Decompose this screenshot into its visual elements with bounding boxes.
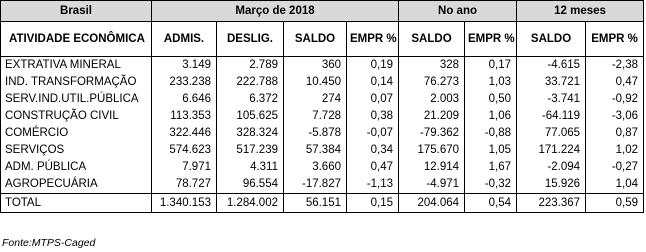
year-empr-cell: 0,50 (465, 91, 517, 108)
m12-empr-cell: -0,27 (586, 159, 644, 176)
month-group-header: Março de 2018 (152, 1, 399, 22)
empr-cell: -1,13 (347, 176, 399, 194)
total-year-saldo-cell: 204.064 (399, 194, 465, 213)
empr-cell: 0,07 (347, 91, 399, 108)
year-saldo-column-header: SALDO (399, 22, 465, 57)
deslig-cell: 2.789 (217, 57, 284, 75)
total-row (1, 194, 644, 213)
m12-empr-cell: -3,06 (586, 108, 644, 125)
saldo-cell: 10.450 (284, 74, 347, 91)
year-empr-cell: 0,17 (465, 57, 517, 75)
year-saldo-cell: 175.670 (399, 142, 465, 159)
group-header-row (1, 1, 644, 22)
admis-cell: 6.646 (152, 91, 217, 108)
table-row (1, 176, 644, 194)
year-empr-column-header: EMPR % (465, 22, 517, 57)
admis-cell: 7.971 (152, 159, 217, 176)
admis-cell: 574.623 (152, 142, 217, 159)
empr-cell: 0,34 (347, 142, 399, 159)
total-year-empr-cell: 0,54 (465, 194, 517, 213)
activity-name: AGROPECUÁRIA (1, 176, 152, 194)
year-group-header: No ano (399, 1, 517, 22)
year-empr-cell: -0,32 (465, 176, 517, 194)
year-saldo-cell: 21.209 (399, 108, 465, 125)
deslig-cell: 4.311 (217, 159, 284, 176)
table-row (1, 125, 644, 142)
empr-cell: -0,07 (347, 125, 399, 142)
total-m12-saldo-cell: 223.367 (517, 194, 586, 213)
year-empr-cell: -0,88 (465, 125, 517, 142)
empr-column-header: EMPR % (347, 22, 399, 57)
m12-empr-cell: -0,92 (586, 91, 644, 108)
table-row (1, 159, 644, 176)
source-note: Fonte:MTPS-Caged (2, 237, 96, 249)
m12-empr-cell: 1,04 (586, 176, 644, 194)
m12-saldo-cell: 171.224 (517, 142, 586, 159)
m12-saldo-cell: 15.926 (517, 176, 586, 194)
admis-cell: 78.727 (152, 176, 217, 194)
empr-cell: 0,47 (347, 159, 399, 176)
activity-name: EXTRATIVA MINERAL (1, 57, 152, 75)
m12-empr-cell: 0,47 (586, 74, 644, 91)
year-saldo-cell: -4.971 (399, 176, 465, 194)
deslig-cell: 6.372 (217, 91, 284, 108)
m12-saldo-column-header: SALDO (517, 22, 586, 57)
table-row (1, 57, 644, 75)
year-empr-cell: 1,03 (465, 74, 517, 91)
table-row (1, 108, 644, 125)
m12-saldo-cell: -64.119 (517, 108, 586, 125)
admis-column-header: ADMIS. (152, 22, 217, 57)
year-saldo-cell: -79.362 (399, 125, 465, 142)
saldo-cell: 3.660 (284, 159, 347, 176)
deslig-cell: 222.788 (217, 74, 284, 91)
year-saldo-cell: 76.273 (399, 74, 465, 91)
table-row (1, 142, 644, 159)
admis-cell: 3.149 (152, 57, 217, 75)
m12-saldo-cell: 33.721 (517, 74, 586, 91)
table-row (1, 91, 644, 108)
activity-name: SERV.IND.UTIL.PÚBLICA (1, 91, 152, 108)
empr-cell: 0,14 (347, 74, 399, 91)
table-row (1, 74, 644, 91)
empr-cell: 0,19 (347, 57, 399, 75)
year-saldo-cell: 2.003 (399, 91, 465, 108)
deslig-cell: 96.554 (217, 176, 284, 194)
m12-saldo-cell: 77.065 (517, 125, 586, 142)
year-saldo-cell: 328 (399, 57, 465, 75)
m12-empr-column-header: EMPR % (586, 22, 644, 57)
m12-empr-cell: 0,87 (586, 125, 644, 142)
saldo-cell: 7.728 (284, 108, 347, 125)
activity-name: IND. TRANSFORMAÇÃO (1, 74, 152, 91)
m12-saldo-cell: -4.615 (517, 57, 586, 75)
saldo-cell: 360 (284, 57, 347, 75)
activity-column-header: ATIVIDADE ECONÔMICA (1, 22, 152, 57)
admis-cell: 113.353 (152, 108, 217, 125)
year-empr-cell: 1,67 (465, 159, 517, 176)
saldo-cell: -17.827 (284, 176, 347, 194)
twelve-months-group-header: 12 meses (517, 1, 644, 22)
saldo-cell: -5.878 (284, 125, 347, 142)
year-empr-cell: 1,06 (465, 108, 517, 125)
total-admis-cell: 1.340.153 (152, 194, 217, 213)
deslig-cell: 105.625 (217, 108, 284, 125)
column-header-row (1, 22, 644, 57)
saldo-column-header: SALDO (284, 22, 347, 57)
deslig-cell: 328.324 (217, 125, 284, 142)
empr-cell: 0,38 (347, 108, 399, 125)
year-empr-cell: 1,05 (465, 142, 517, 159)
deslig-column-header: DESLIG. (217, 22, 284, 57)
m12-saldo-cell: -3.741 (517, 91, 586, 108)
admis-cell: 322.446 (152, 125, 217, 142)
total-saldo-cell: 56.151 (284, 194, 347, 213)
saldo-cell: 274 (284, 91, 347, 108)
total-empr-cell: 0,15 (347, 194, 399, 213)
activity-name: ADM. PÚBLICA (1, 159, 152, 176)
deslig-cell: 517.239 (217, 142, 284, 159)
activity-name: COMÉRCIO (1, 125, 152, 142)
admis-cell: 233.238 (152, 74, 217, 91)
saldo-cell: 57.384 (284, 142, 347, 159)
total-deslig-cell: 1.284.002 (217, 194, 284, 213)
m12-empr-cell: -2,38 (586, 57, 644, 75)
year-saldo-cell: 12.914 (399, 159, 465, 176)
total-m12-empr-cell: 0,59 (586, 194, 644, 213)
region-header: Brasil (1, 1, 152, 22)
activity-name: CONSTRUÇÃO CIVIL (1, 108, 152, 125)
total-label: TOTAL (1, 194, 152, 213)
m12-empr-cell: 1,02 (586, 142, 644, 159)
activity-name: SERVIÇOS (1, 142, 152, 159)
m12-saldo-cell: -2.094 (517, 159, 586, 176)
